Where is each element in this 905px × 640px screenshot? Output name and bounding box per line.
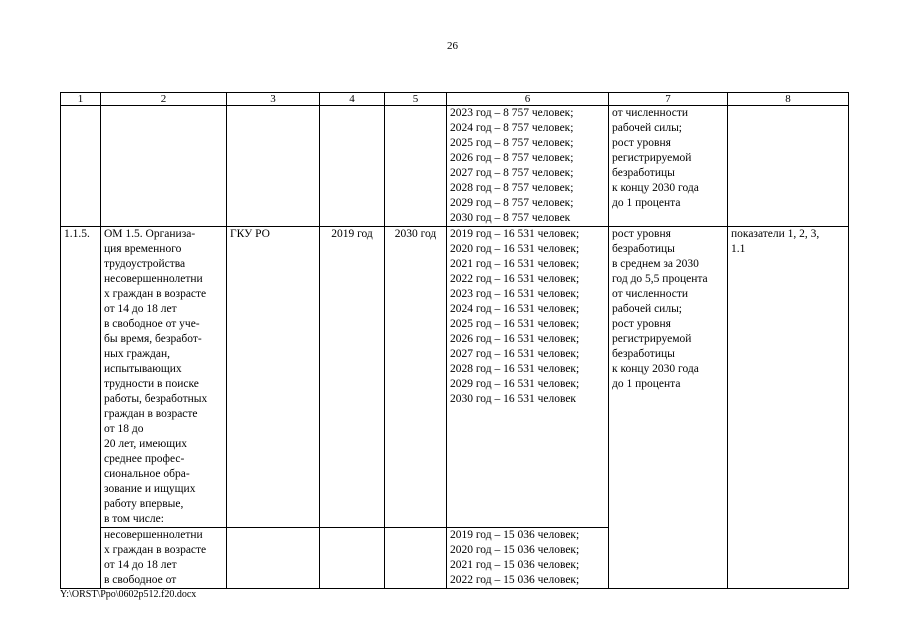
row-number: 1.1.5.: [61, 227, 101, 589]
text-line: 2029 год – 16 531 человек;: [450, 378, 580, 390]
text-line: рост уровня: [612, 318, 671, 330]
header-cell: 5: [385, 93, 447, 106]
text-line: 2030 год – 8 757 человек: [450, 212, 571, 224]
cell: [227, 528, 320, 589]
text-line: работы, безработных: [104, 393, 208, 405]
text-line: рабочей силы;: [612, 122, 682, 134]
text-line: от численности: [612, 288, 689, 300]
start-year-cell: 2019 год: [320, 227, 385, 528]
text-line: 1.1: [731, 243, 746, 255]
text-line: 2021 год – 16 531 человек;: [450, 258, 580, 270]
text-line: трудности в поиске: [104, 378, 199, 390]
header-cell: 7: [609, 93, 728, 106]
text-line: 2027 год – 8 757 человек;: [450, 167, 574, 179]
volume-cell: [447, 528, 609, 589]
cell: [320, 106, 385, 227]
volume-cell: [447, 106, 609, 227]
text-line: безработицы: [612, 243, 675, 255]
text-line: показатели 1, 2, 3,: [731, 228, 820, 240]
text-line: до 1 процента: [612, 197, 681, 209]
cell: [728, 106, 849, 227]
text-line: безработицы: [612, 167, 675, 179]
cell: [385, 106, 447, 227]
measure-name-cell: [101, 227, 227, 528]
text-line: 2027 год – 16 531 человек;: [450, 348, 580, 360]
text-line: 2025 год – 8 757 человек;: [450, 137, 574, 149]
text-line: в свободное от уче-: [104, 318, 200, 330]
text-line: среднее профес-: [104, 453, 185, 465]
text-line: к концу 2030 года: [612, 363, 699, 375]
result-cell: [609, 106, 728, 227]
cell: [61, 106, 101, 227]
text-line: 2026 год – 16 531 человек;: [450, 333, 580, 345]
executor-cell: ГКУ РО: [227, 227, 320, 528]
text-line: 2029 год – 8 757 человек;: [450, 197, 574, 209]
header-cell: 2: [101, 93, 227, 106]
text-line: 2019 год – 16 531 человек;: [450, 228, 580, 240]
text-line: от 18 до: [104, 423, 144, 435]
text-line: регистрируемой: [612, 333, 692, 345]
text-line: год до 5,5 процента: [612, 273, 708, 285]
text-line: регистрируемой: [612, 152, 692, 164]
text-line: несовершеннолетни: [104, 273, 203, 285]
table-row: [61, 227, 849, 528]
header-cell: 3: [227, 93, 320, 106]
text-line: в том числе:: [104, 513, 164, 525]
text-line: до 1 процента: [612, 378, 681, 390]
header-row: [61, 93, 849, 106]
text-line: рост уровня: [612, 137, 671, 149]
text-line: ция временного: [104, 243, 182, 255]
cell: [227, 106, 320, 227]
result-cell: [609, 227, 728, 589]
header-cell: 4: [320, 93, 385, 106]
text-line: 2024 год – 8 757 человек;: [450, 122, 574, 134]
text-line: в среднем за 2030: [612, 258, 699, 270]
text-line: 2028 год – 8 757 человек;: [450, 182, 574, 194]
text-line: рост уровня: [612, 228, 671, 240]
text-line: 2023 год – 8 757 человек;: [450, 107, 574, 119]
text-line: 2024 год – 16 531 человек;: [450, 303, 580, 315]
cell: [101, 106, 227, 227]
cell: [320, 528, 385, 589]
text-line: 2022 год – 15 036 человек;: [450, 574, 580, 586]
text-line: 2022 год – 16 531 человек;: [450, 273, 580, 285]
text-line: к концу 2030 года: [612, 182, 699, 194]
text-line: от 14 до 18 лет: [104, 559, 177, 571]
header-cell: 1: [61, 93, 101, 106]
text-line: 2019 год – 15 036 человек;: [450, 529, 580, 541]
sub-measure-cell: [101, 528, 227, 589]
text-line: 2026 год – 8 757 человек;: [450, 152, 574, 164]
text-line: работу впервые,: [104, 498, 184, 510]
text-line: бы время, безработ-: [104, 333, 202, 345]
text-line: 20 лет, имеющих: [104, 438, 188, 450]
text-line: безработицы: [612, 348, 675, 360]
text-line: 2030 год – 16 531 человек: [450, 393, 577, 405]
text-line: несовершеннолетни: [104, 529, 203, 541]
text-line: рабочей силы;: [612, 303, 682, 315]
text-line: граждан в возрасте: [104, 408, 198, 420]
page-number: 26: [447, 40, 458, 52]
volume-cell: [447, 227, 609, 528]
table-row: [61, 106, 849, 227]
file-path: Y:\ORST\Ppo\0602p512.f20.docx: [60, 589, 197, 600]
text-line: 2023 год – 16 531 человек;: [450, 288, 580, 300]
text-line: 2020 год – 15 036 человек;: [450, 544, 580, 556]
text-line: ОМ 1.5. Организа-: [104, 228, 196, 240]
program-table: [60, 92, 849, 589]
header-cell: 8: [728, 93, 849, 106]
text-line: в свободное от: [104, 574, 177, 586]
text-line: от численности: [612, 107, 689, 119]
end-year-cell: 2030 год: [385, 227, 447, 528]
text-line: от 14 до 18 лет: [104, 303, 177, 315]
text-line: испытывающих: [104, 363, 182, 375]
indicator-cell: [728, 227, 849, 589]
text-line: сиональное обра-: [104, 468, 190, 480]
text-line: ных граждан,: [104, 348, 171, 360]
text-line: 2021 год – 15 036 человек;: [450, 559, 580, 571]
header-cell: 6: [447, 93, 609, 106]
text-line: х граждан в возрасте: [104, 288, 207, 300]
text-line: 2020 год – 16 531 человек;: [450, 243, 580, 255]
text-line: 2028 год – 16 531 человек;: [450, 363, 580, 375]
text-line: зование и ищущих: [104, 483, 196, 495]
cell: [385, 528, 447, 589]
text-line: трудоустройства: [104, 258, 186, 270]
text-line: 2025 год – 16 531 человек;: [450, 318, 580, 330]
text-line: х граждан в возрасте: [104, 544, 207, 556]
